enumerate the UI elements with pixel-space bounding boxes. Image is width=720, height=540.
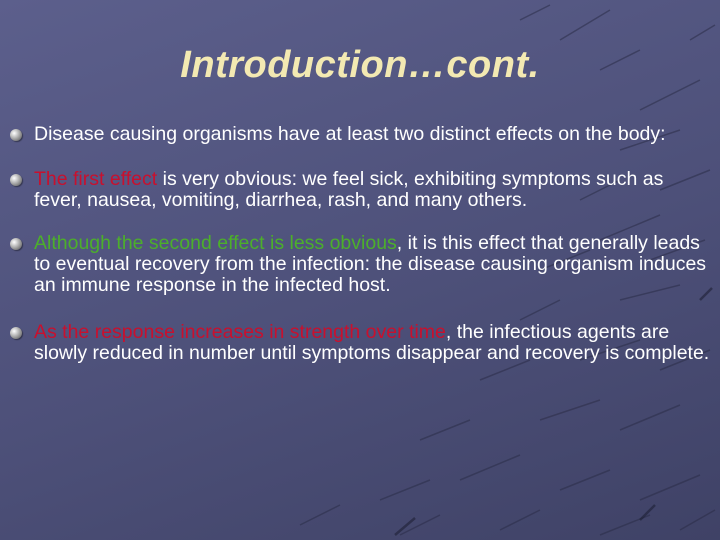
- bullet-dot-icon: [10, 327, 22, 339]
- bullet-item: [10, 124, 710, 145]
- bullet-text: , it is this effect that generally leads to eventual recovery from the infection: the disease causing organism induces an immune response in the infected host.: [34, 232, 707, 296]
- slide-title: Introduction…cont.: [180, 44, 540, 86]
- bullet-dot-icon: [10, 238, 22, 250]
- bullet-list: [10, 124, 710, 364]
- bullet-text: is very obvious: we feel sick, exhibiting symptoms such as fever, nausea, vomiting, diarrhea, rash, and many others.: [34, 168, 664, 211]
- bullet-item: [10, 169, 710, 211]
- bullet-text: , the infectious agents are slowly reduced in number until symptoms disappear and recovery is complete.: [34, 321, 710, 364]
- bullet-highlight-green: Although the second effect is less obvious: [34, 232, 397, 254]
- bullet-highlight-red: As the response increases in strength over time: [34, 321, 446, 343]
- bullet-item: [10, 322, 710, 364]
- bullet-dot-icon: [10, 174, 22, 186]
- bullet-highlight-red: The first effect: [34, 168, 158, 190]
- bullet-dot-icon: [10, 129, 22, 141]
- bullet-item: [10, 233, 710, 296]
- bullet-text: Disease causing organisms have at least two distinct effects on the body:: [34, 123, 666, 145]
